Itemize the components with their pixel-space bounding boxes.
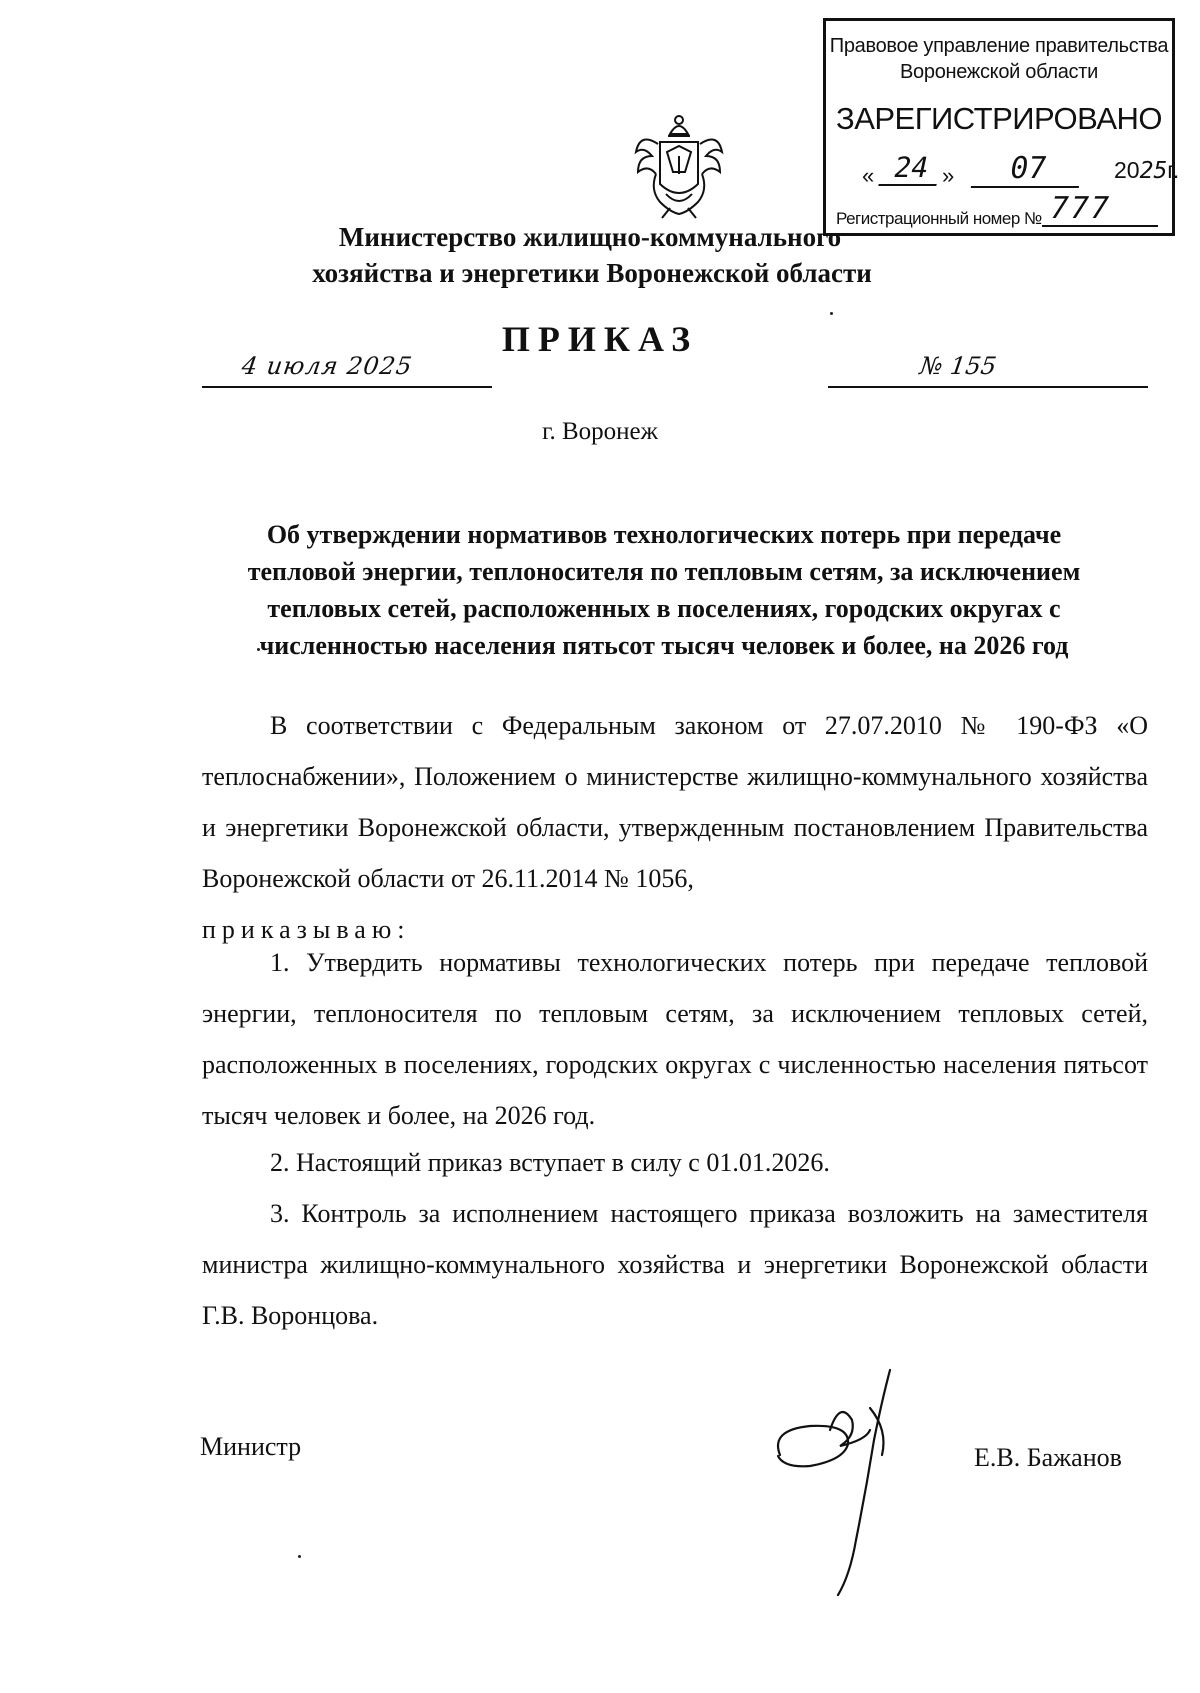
handwritten-signature xyxy=(770,1360,950,1610)
preamble-text: В соответствии с Федеральным законом от 27.07.2010 № 190-ФЗ «О теплоснабжении», Положением о министерстве жилищно-коммунального хозяйства и энергетики Воронежской области, утвержденным постановлением Правительства Воронежской области от 26.11.2014 № 1056, xyxy=(202,711,1148,893)
stamp-status: ЗАРЕГИСТРИРОВАНО xyxy=(835,101,1162,136)
stamp-day: 24 xyxy=(878,151,943,186)
preamble-paragraph xyxy=(202,700,1148,955)
stamp-reg-number: 777 xyxy=(1045,191,1115,226)
scan-speck xyxy=(830,312,833,315)
ministry-name-line1: Министерство жилищно-коммунального xyxy=(338,222,842,252)
stamp-reg-label: Регистрационный номер № xyxy=(836,209,1042,228)
stamp-organization-line1: Правовое управление правительства xyxy=(829,35,1169,57)
stamp-month: 07 xyxy=(971,151,1086,188)
order-word: приказываю: xyxy=(202,915,411,944)
stamp-year-abbr: г. xyxy=(1167,157,1180,183)
document-type-title: ПРИКАЗ xyxy=(501,319,699,359)
order-number-handwritten: № 155 xyxy=(918,352,999,380)
order-number-field xyxy=(828,352,1148,388)
stamp-organization-line2: Воронежской области xyxy=(900,61,1098,83)
registration-stamp xyxy=(823,18,1180,236)
stamp-quote-open: « xyxy=(862,163,875,188)
stamp-year xyxy=(1114,157,1179,184)
stamp-year-prefix: 20 xyxy=(1114,157,1140,183)
issue-city: г. Воронеж xyxy=(542,418,658,445)
ministry-name-line2: хозяйства и энергетики Воронежской области xyxy=(312,258,872,288)
stamp-date xyxy=(862,151,1180,191)
stamp-year-suffix: 25 xyxy=(1139,158,1168,184)
signatory-name: Е.В. Бажанов xyxy=(974,1443,1122,1472)
order-item-1: 1. Утвердить нормативы технологических потерь при передаче тепловой энергии, теплоносителя по тепловым сетям, за исключением тепловых сетей, расположенных в поселениях, городских округах с численностью населения пятьсот тысяч человек и более, на 2026 год. xyxy=(202,948,1148,1130)
order-date-handwritten: 4 июля 2025 xyxy=(240,352,415,380)
scan-speck xyxy=(298,1555,301,1558)
signatory-title: Министр xyxy=(200,1432,302,1461)
coat-of-arms-icon xyxy=(630,112,728,222)
order-item-3: 3. Контроль за исполнением настоящего приказа возложить на заместителя министра жилищно-коммунального хозяйства и энергетики Воронежской области Г.В. Воронцова. xyxy=(202,1199,1148,1330)
scan-speck xyxy=(257,648,260,651)
stamp-quote-close: » xyxy=(942,163,955,188)
order-subject: Об утверждении нормативов технологических потерь при передаче тепловой энергии, теплоносителя по тепловым сетям, за исключением тепловых сетей, расположенных в поселениях, городских округах с численностью населения пятьсот тысяч человек и более, на 2026 год xyxy=(247,520,1081,660)
order-date-field xyxy=(202,352,492,388)
order-item-2: 2. Настоящий приказ вступает в силу с 01.01.2026. xyxy=(270,1148,830,1177)
